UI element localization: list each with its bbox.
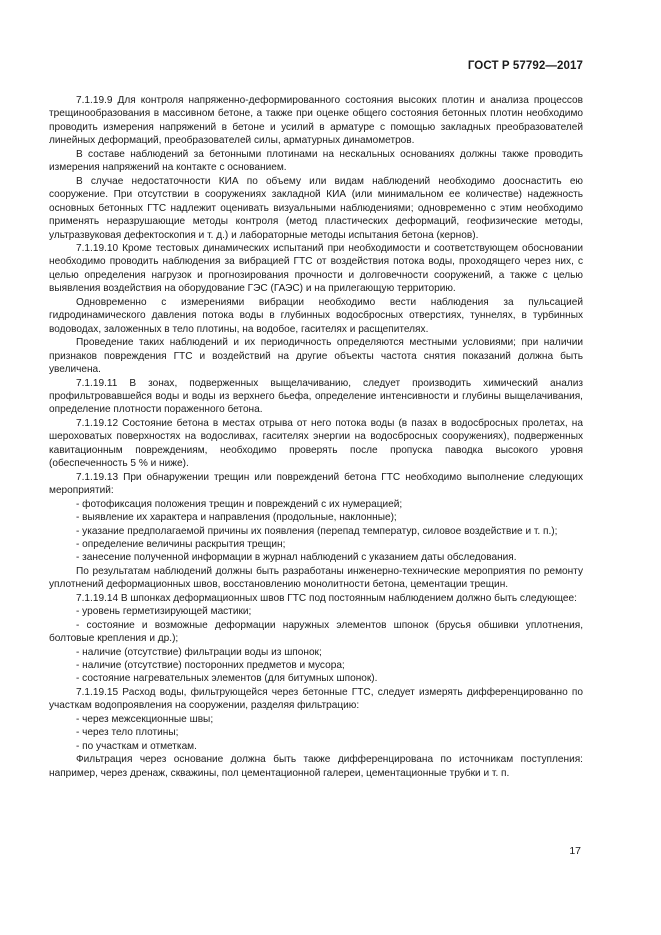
list-item: - фотофиксация положения трещин и повреждений с их нумерацией; — [76, 498, 403, 510]
paragraph: По результатам наблюдений должны быть разработаны инженерно-технические мероприятия по ремонту уплотнений деформационных швов, восстановлению монолитности бетона, цементации трещин. — [49, 565, 583, 591]
list-item: - занесение полученной информации в журнал наблюдений с указанием даты обследования. — [76, 552, 517, 564]
paragraph: Фильтрация через основание должна быть также дифференцирована по источникам поступления: например, через дренаж, скважины, пол цементационной галереи, цементационные трубки и т. п. — [49, 754, 583, 779]
paragraph: Проведение таких наблюдений и их периодичность определяются местными условиями; при наличии признаков повреждения ГТС и воздействий на другие объекты частота снятия показаний должна быть увеличена. — [49, 337, 583, 376]
paragraph-7-1-19-11: 7.1.19.11 В зонах, подверженных выщелачиванию, следует производить химический анализ профильтровавшейся воды и воды из верхнего бьефа, определение интенсивности и глубины выщелачивания, определение плотности пораженного бетона. — [49, 377, 583, 416]
list-item: - определение величины раскрытия трещин; — [76, 538, 286, 550]
document-body — [49, 94, 583, 780]
list-item: - по участкам и отметкам. — [76, 740, 197, 752]
paragraph-7-1-19-12: 7.1.19.12 Состояние бетона в местах отрыва от него потока воды (в пазах в водосбросных пролетах, на шероховатых поверхностях на водосливах, гасителях энергии на водосбросных сооружениях), подверженных кавитационным повреждениям, необходимо проверять после пропуска паводка высокого уровня (обеспеченность 5 % и ниже). — [49, 417, 583, 470]
list-item: - уровень герметизирующей мастики; — [76, 606, 252, 618]
list-item: - через тело плотины; — [76, 727, 179, 739]
page-number: 17 — [569, 845, 581, 857]
list-item: - наличие (отсутствие) посторонних предметов и мусора; — [76, 660, 345, 672]
list-item: - выявление их характера и направления (продольные, наклонные); — [76, 512, 397, 524]
standard-header: ГОСТ Р 57792—2017 — [467, 60, 583, 72]
list-item: - через межсекционные швы; — [76, 713, 214, 725]
paragraph: В составе наблюдений за бетонными плотинами на нескальных основаниях должны также проводить измерения напряжений на контакте с основанием. — [49, 148, 583, 174]
paragraph-7-1-19-15: 7.1.19.15 Расход воды, фильтрующейся через бетонные ГТС, следует измерять дифференцированно по участкам водопроявления на сооружении, разделяя фильтрацию: — [49, 686, 583, 712]
list-item: - состояние и возможные деформации наружных элементов шпонок (брусья обшивки уплотнения, болтовые крепления и др.); — [49, 619, 583, 645]
list-item: - наличие (отсутствие) фильтрации воды из шпонок; — [76, 646, 322, 658]
paragraph-7-1-19-13: 7.1.19.13 При обнаружении трещин или повреждений бетона ГТС необходимо выполнение следующих мероприятий: — [49, 471, 583, 497]
paragraph-7-1-19-10: 7.1.19.10 Кроме тестовых динамических испытаний при необходимости и соответствующем обосновании необходимо проводить наблюдения за вибрацией ГТС от воздействия потока воды, проходящего через них, с целью определения нагрузок и прогнозирования прочности и долговечности сооружений, а также с целью выявления воздействия на оборудование ГЭС (ГАЭС) и на прилегающую территорию. — [49, 242, 583, 295]
list-item: - состояние нагревательных элементов (для битумных шпонок). — [76, 673, 378, 685]
paragraph: В случае недостаточности КИА по объему или видам наблюдений необходимо дооснастить ею сооружение. При отсутствии в сооружениях закладной КИА (или минимальном ее количестве) надежность основных бетонных ГТС надлежит оценивать визуальными наблюдениями; одновременно с этим необходимо применять неразрушающие методы контроля (метод пластических деформаций, геофизические методы, ультразвуковая дефектоскопия и т. д.) и лабораторные методы испытания бетона (кернов). — [49, 175, 583, 241]
list-item: - указание предполагаемой причины их появления (перепад температур, силовое воздействие и т. п.); — [76, 525, 558, 537]
paragraph-7-1-19-14: 7.1.19.14 В шпонках деформационных швов ГТС под постоянным наблюдением должно быть следующее: — [76, 592, 577, 604]
paragraph-7-1-19-9: 7.1.19.9 Для контроля напряженно-деформированного состояния высоких плотин и анализа процессов трещинообразования в массивном бетоне, а также при оценке общего состояния бетонных плотин необходимо проводить измерения напряжений в бетоне и усилий в арматуре с помощью закладных преобразователей линейных деформаций, преобразователей силы, арматурных динамометров. — [49, 95, 583, 147]
paragraph: Одновременно с измерениями вибрации необходимо вести наблюдения за пульсацией гидродинамического давления потока воды в глубинных водосбросных отверстиях, туннелях, в турбинных водоводах, заложенных в тело плотины, на водобое, гасителях и расщепителях. — [49, 296, 583, 335]
